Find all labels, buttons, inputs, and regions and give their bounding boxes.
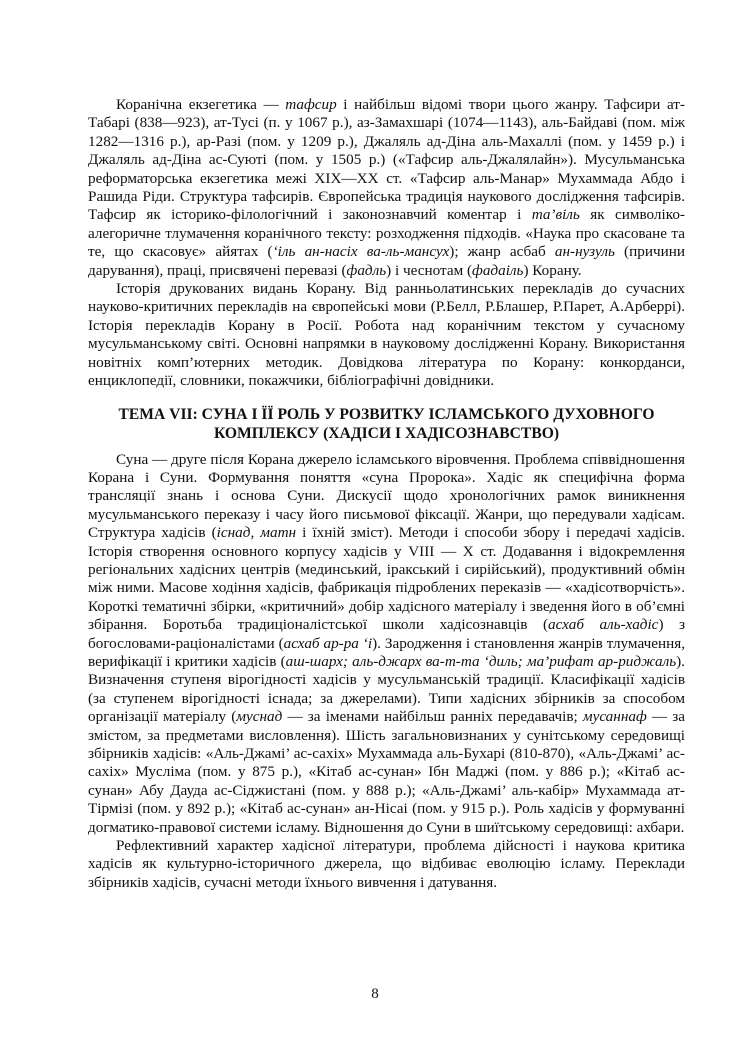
- italic-term: існад, матн: [216, 524, 297, 542]
- italic-term: аш-шарх; аль-джарх ва-т-та ‘диль; ма’рифат ар-риджаль: [285, 652, 677, 670]
- italic-term: тафсир: [285, 96, 337, 113]
- body-paragraph: Коранічна екзегетика — тафсир і найбільш відомі твори цього жанру. Тафсири ат-Табарі (838—923), ат-Тусі (п. у 1067 р.), аз-Замахшарі (1074—1143), аль-Байдаві (пом. між 1282—1316 р.), ар-Разі (пом. у 1209 р.), Джаляль ад-Діна аль-Махаллі (пом. у 1459 р.) і Джаляль ад-Діна ас-Суюті (пом. у 1505 р.) («Тафсир аль-Джалялайн»). Мусульманська реформаторська екзегетика межі XIX—XX ст. «Тафсир аль-Манар» Мухаммада Абдо і Рашида Ріди. Структура тафсирів. Європейська традиція наукового дослідження тафсирів. Тафсир як історико-філологічний і законознавчий коментар і та’віль як символіко-алегоричне тлумачення коранічного тексту: розходження підходів. «Наука про скасоване та те, що скасовує» айятах (‘іль ан-насіх ва-ль-мансух); жанр асбаб ан-нузуль (причини дарування), праці, присвячені перевазі (фадль) і чеснотам (фадаіль) Корану.: [88, 96, 685, 279]
- body-paragraph: Рефлективний характер хадісної літератури, проблема дійсності і наукова критика хадісів як культурно-історичного джерела, що відбиває еволюцію ісламу. Переклади збірників хадісів, сучасні методи їхнього вивчення і датування.: [88, 837, 685, 891]
- italic-term: асхаб ар-ра ‘і: [283, 634, 373, 652]
- section-heading: [88, 405, 685, 443]
- italic-term: асхаб аль-хадіс: [548, 616, 659, 634]
- paragraph-group-top: [88, 96, 685, 391]
- body-paragraph: Суна — друге після Корана джерело ісламського віровчення. Проблема співвідношення Корана і Суни. Формування поняття «суна Пророка». Хадіс як специфічна форма трансляції знань і основа Суни. Дискусії щодо хронологічних рамок виникнення мусульманського переказу і часу його письмової фіксації. Жанри, що передували хадісам. Структура хадісів (існад, матн і їхній зміст). Методи і способи збору і передачі хадісів. Історія створення основного корпусу хадісів у VIII — X ст. Додавання і відокремлення регіональних хадісних центрів (мединський, іракський і сирійський), продуктивний обмін між ними. Масове ходіння хадісів, фабрикація підроблених переказів — «хадісотворчість». Короткі тематичні збірки, «критичний» добір хадісного матеріалу і зведення його в об’ємні збірання. Боротьба традиціоналістської школи хадісознавців (асхаб аль-хадіс) з богословами-раціоналістами (асхаб ар-ра ‘і). Зародження і становлення жанрів тлумачення, верифікації і критики хадісів (аш-шарх; аль-джарх ва-т-та ‘диль; ма’рифат ар-риджаль). Визначення ступеня вірогідності хадісів у мусульманській традиції. Класифікації хадісів (за ступенем вірогідності існада; за джерелами). Типи хадісних збірників за способом організації матеріалу (муснад — за іменами найбільш ранніх передавачів; мусаннаф — за змістом, за предметами висловлення). Шість загальновизнаних у сунітському середовищі збірників хадісів: «Аль-Джамі’ ас-сахіх» Мухаммада аль-Бухарі (810-870), «Аль-Джамі’ ас-сахіх» Мусліма (пом. у 875 р.), «Кітаб ас-сунан» Ібн Маджі (пом. у 886 р.); «Кітаб ас-сунан» Абу Дауда ас-Сіджистані (пом. у 888 р.); «Аль-Джамі’ аль-кабір» Мухаммада ат-Тірмізі (пом. у 892 р.); «Кітаб ас-сунан» ан-Нісаі (пом. у 915 р.). Роль хадісів у формуванні догматико-правової системи ісламу. Відношення до Суни в шиїтському середовищі: ахбари.: [88, 450, 686, 836]
- heading-line-1: ТЕМА VII: СУНА І ЇЇ РОЛЬ У РОЗВИТКУ ІСЛАМСЬКОГО ДУХОВНОГО: [118, 405, 655, 423]
- italic-term: мусаннаф: [582, 708, 647, 726]
- paragraph-group-bottom: [88, 451, 685, 893]
- italic-term: фадль: [346, 261, 387, 279]
- heading-line-2: КОМПЛЕКСУ (ХАДІСИ І ХАДІСОЗНАВСТВО): [213, 424, 560, 442]
- italic-term: ‘іль ан-насіх ва-ль-мансух: [272, 243, 450, 261]
- italic-term: муснад: [236, 708, 283, 726]
- body-paragraph: Історія друкованих видань Корану. Від ранньолатинських перекладів до сучасних науково-критичних перекладів на європейські мови (Р.Белл, Р.Блашер, Р.Парет, А.Арберрі). Історія перекладів Корану в Росії. Робота над коранічним текстом у сучасному мусульманському світі. Основні напрямки в науковому дослідженні Корану. Використання новітніх комп’ютерних методик. Довідкова література по Корану: конкорданси, енциклопедії, словники, покажчики, бібліографічні довідники.: [88, 280, 685, 390]
- page-body: [88, 96, 685, 892]
- italic-term: ан-нузуль: [554, 243, 615, 261]
- italic-term: та’віль: [531, 206, 580, 224]
- italic-term: фадаіль: [472, 261, 524, 279]
- page-number: 8: [371, 986, 379, 1002]
